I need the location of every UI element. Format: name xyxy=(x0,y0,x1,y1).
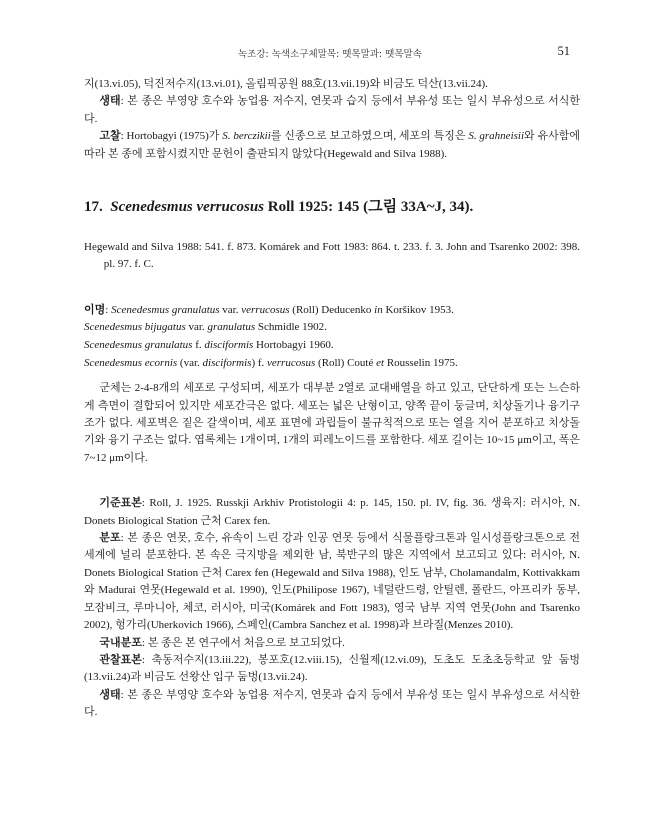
habitat-text-2: : 본 종은 부영양 호수와 농업용 저수지, 연못과 습지 등에서 부유성 또는 일시 부유성으로 서식한다. xyxy=(84,688,580,719)
colon: : xyxy=(105,303,112,316)
remarks-paragraph xyxy=(84,128,580,163)
habitat-paragraph xyxy=(84,93,580,128)
habitat-text: : 본 종은 부영양 호수와 농업용 저수지, 연못과 습지 등에서 부유성 또는 일시 부유성으로 서식한다. xyxy=(84,95,580,125)
spacer xyxy=(84,372,580,380)
rank-text: f. xyxy=(192,339,205,352)
distribution-label: 분포 xyxy=(99,532,121,545)
distribution-paragraph xyxy=(84,530,580,634)
synonym-name: Scenedesmus granulatus xyxy=(84,339,193,352)
distribution-text: : 본 종은 연못, 호수, 유속이 느린 강과 인공 연못 등에서 식물플랑크톤과 일시성플랑크톤으로 전 세계에 널리 분포한다. 본 속은 극지방을 제외한 남, 북반구의 많은 지역에서 보고되고 있다: 러시아, N. Donets Biological Station 근처 Carex fen (Hegewald and Silva 1988), 인도 남부, Cholamandalm, Kottivakkam와 Madurai 연못(Hegewald et al. 1990), 인도(Philipose 1967), 네덜란드령, 안틸렌, 폴란드, 아프리카 동부, 모잠비크, 루마니아, 체코, 러시아, 미국(Komárek and Fott 1983), 영국 남부 지역 연못(John and Tsarenko 2002), 헝가리(Uherkovich 1966), 스페인(Cambra Sanchez et al. 1998)과 브라질(Menzes 2010). xyxy=(84,532,580,632)
synonym-authority: Koršikov 1953. xyxy=(382,303,454,316)
synonym-epithet: verrucosus xyxy=(241,303,290,316)
synonyms-label: 이명 xyxy=(84,303,106,316)
remarks-text: 를 신종으로 보고하였으며, 세포의 특징은 xyxy=(270,130,469,143)
spacer xyxy=(84,467,580,495)
species-number: 17. xyxy=(84,199,103,216)
spacer xyxy=(84,163,580,197)
page-body xyxy=(84,76,580,722)
description-paragraph: 군체는 2-4-8개의 세포로 구성되며, 세포가 대부분 2열로 교대배열을 하고 있고, 단단하게 또는 느슨하게 측면이 결합되어 있지만 세포간극은 없다. 세포는 넓은 난형이고, 양쪽 끝이 둥글며, 치상돌기나 융기구조가 없다. 세포벽은 짙은 갈색이며, 세포 표면에 과립들이 불규칙적으로 또는 열을 지어 분포하고 치상돌기와 융기 구조는 없다. 엽록체는 1개이며, 1개의 피레노이드를 포함한다. 세포 길이는 10~15 μm이고, 폭은 7~12 μm이다. xyxy=(84,382,580,464)
synonym-connector: et xyxy=(376,356,385,369)
specimens-paragraph xyxy=(84,652,580,687)
species-heading xyxy=(84,197,580,217)
synonym-epithet: disciformis xyxy=(204,339,254,352)
synonym-line xyxy=(84,319,580,337)
remarks-text: 와 유사함에 따라 본 종에 포함시켰지만 문헌이 출판되지 않았다(Hegewald and Silva 1988). xyxy=(84,130,580,160)
synonyms-block xyxy=(84,302,580,372)
running-title: 녹조강: 녹색소구체말목: 뗏목말과: 뗏목말속 xyxy=(238,49,422,60)
synonym-authority: (Roll) Deducenko xyxy=(289,303,375,316)
synonym-authority: Rousselin 1975. xyxy=(384,356,458,369)
spacer xyxy=(84,217,580,239)
rank-text: ) f. xyxy=(251,356,268,369)
references: Hegewald and Silva 1988: 541. f. 873. Komárek and Fott 1983: 864. t. 233. f. 3. John and Tsarenko 2002: 398. pl. 97. f. C. xyxy=(84,241,580,271)
synonym-connector: in xyxy=(374,303,383,316)
type-specimen-text: : Roll, J. 1925. Russkji Arkhiv Protistologii 4: p. 145, 150. pl. IV, fig. 36. 생육지: 러시아, N. Donets Biological Station 근처 Carex fen. xyxy=(84,497,580,527)
domestic-text: : 본 종은 본 연구에서 처음으로 보고되었다. xyxy=(141,636,345,649)
spacer xyxy=(84,274,580,302)
synonym-name: Scenedesmus bijugatus xyxy=(84,321,186,334)
synonym-authority: Schmidle 1902. xyxy=(255,321,327,334)
rank-text: var. xyxy=(185,321,208,334)
habitat-label: 생태 xyxy=(99,95,121,108)
rank-text: (var. xyxy=(177,356,203,369)
remarks-text: : Hortobagyi (1975)가 xyxy=(120,130,223,143)
synonym-authority: Hortobagyi 1960. xyxy=(253,339,334,352)
species-name: S. berczikii xyxy=(222,130,271,143)
species-name: S. grahneisii xyxy=(468,130,525,143)
species-title-name: Scenedesmus verrucosus xyxy=(110,199,265,216)
habitat-label-2: 생태 xyxy=(99,688,121,701)
synonym-authority: (Roll) Couté xyxy=(315,356,377,369)
page-number: 51 xyxy=(557,44,570,58)
synonym-name: Scenedesmus ecornis xyxy=(84,356,178,369)
remarks-label: 고찰 xyxy=(99,130,121,143)
synonym-epithet: disciformis xyxy=(202,356,252,369)
domestic-label: 국내분포 xyxy=(99,636,142,649)
locality-continuation: 지(13.vi.05), 덕진저수지(13.vi.01), 올림픽공원 88호(13.vii.19)와 비금도 덕산(13.vii.24). xyxy=(84,78,488,90)
type-specimen-paragraph xyxy=(84,495,580,530)
species-authority: Roll 1925: 145 (그림 33A~J, 34). xyxy=(264,199,474,216)
habitat-paragraph-2 xyxy=(84,687,580,722)
specimens-text: : 축동저수지(13.iii.22), 봉포호(12.viii.15), 신월제(12.vi.09), 도초도 도초초등학교 앞 둠벙(13.vii.24)과 비금도 선왕산 입구 둠벙(13.vii.24). xyxy=(84,653,580,684)
domestic-distribution-paragraph xyxy=(84,635,580,652)
synonym-epithet: verrucosus xyxy=(267,356,316,369)
synonym-name: Scenedesmus granulatus xyxy=(111,303,220,316)
type-specimen-label: 기준표본 xyxy=(99,497,142,510)
synonym-line xyxy=(84,337,580,355)
synonym-line xyxy=(84,302,580,320)
synonym-line xyxy=(84,355,580,373)
synonym-epithet: granulatus xyxy=(207,321,256,334)
running-header xyxy=(0,46,652,62)
specimens-label: 관찰표본 xyxy=(99,653,142,666)
rank-text: var. xyxy=(219,303,242,316)
